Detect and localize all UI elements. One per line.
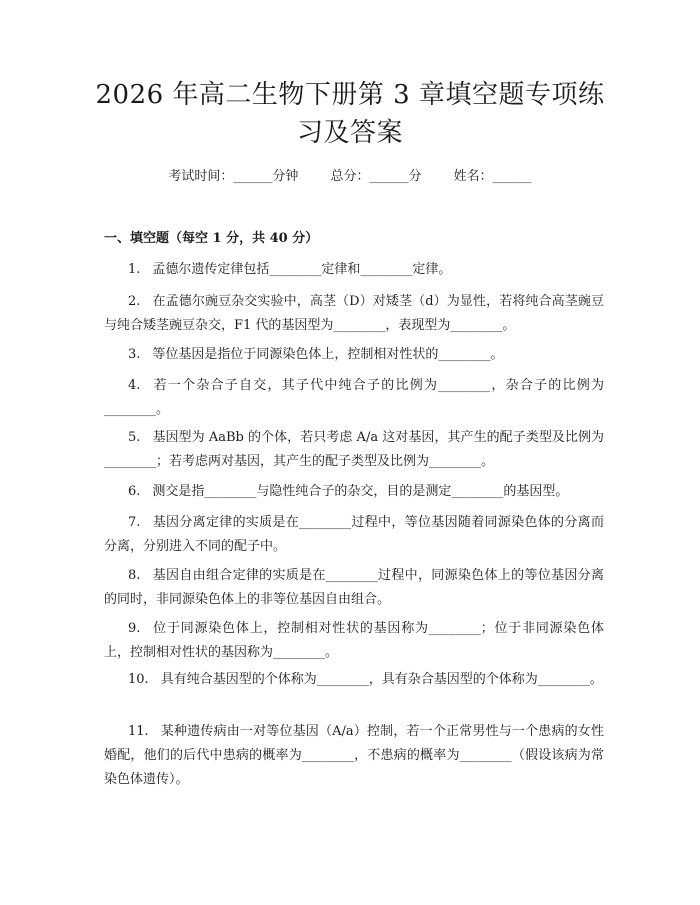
question-2 xyxy=(104,290,604,338)
question-10 xyxy=(104,668,604,692)
question-number: 9. xyxy=(128,621,141,636)
question-number: 10. xyxy=(128,672,149,687)
question-text: 孟德尔遗传定律包括________定律和________定律。 xyxy=(152,262,452,277)
question-3 xyxy=(104,343,604,367)
question-text: 等位基因是指位于同源染色体上，控制相对性状的________。 xyxy=(152,347,504,362)
question-text: 具有纯合基因型的个体称为________，具有杂合基因型的个体称为________。 xyxy=(160,672,603,687)
student-name-field: 姓名：______ xyxy=(453,169,532,184)
question-8 xyxy=(104,564,604,612)
question-1 xyxy=(104,258,604,282)
question-number: 6. xyxy=(128,484,141,499)
question-9 xyxy=(104,617,604,665)
section-heading: 一、填空题（每空 1 分，共 40 分） xyxy=(104,231,319,246)
question-number: 7. xyxy=(128,515,141,530)
question-text: 位于同源染色体上，控制相对性状的基因称为________；位于非同源染色体上，控制相对性状的基因称为________。 xyxy=(104,621,604,660)
question-text: 测交是指________与隐性纯合子的杂交，目的是测定________的基因型。 xyxy=(152,484,569,499)
question-number: 3. xyxy=(128,347,141,362)
question-text: 若一个杂合子自交，其子代中纯合子的比例为________，杂合子的比例为________。 xyxy=(104,378,604,417)
question-text: 某种遗传病由一对等位基因（A/a）控制，若一个正常男性与一个患病的女性婚配，他们的后代中患病的概率为________，不患病的概率为________（假设该病为常染色体遗传）。 xyxy=(104,724,604,787)
question-6 xyxy=(104,480,604,504)
question-number: 8. xyxy=(128,568,141,583)
question-text: 基因自由组合定律的实质是在________过程中，同源染色体上的等位基因分离的同时，非同源染色体上的非等位基因自由组合。 xyxy=(104,568,604,607)
question-text: 基因分离定律的实质是在________过程中，等位基因随着同源染色体的分离而分离，分别进入不同的配子中。 xyxy=(104,515,604,554)
question-text: 在孟德尔豌豆杂交实验中，高茎（D）对矮茎（d）为显性，若将纯合高茎豌豆与纯合矮茎豌豆杂交，F1 代的基因型为________，表现型为________。 xyxy=(104,294,604,333)
exam-info-line xyxy=(0,167,700,187)
question-5 xyxy=(104,426,604,474)
question-11 xyxy=(104,720,604,792)
question-number: 2. xyxy=(128,294,141,309)
total-score-field: 总分：______分 xyxy=(330,169,422,184)
question-number: 4. xyxy=(128,378,141,393)
question-number: 5. xyxy=(128,430,141,445)
exam-time-field: 考试时间：______分钟 xyxy=(168,169,299,184)
question-4 xyxy=(104,374,604,422)
question-text: 基因型为 AaBb 的个体，若只考虑 A/a 这对基因，其产生的配子类型及比例为________；若考虑两对基因，其产生的配子类型及比例为________。 xyxy=(104,430,604,469)
question-7 xyxy=(104,511,604,559)
question-number: 11. xyxy=(128,724,149,739)
question-number: 1. xyxy=(128,262,141,277)
document-title: 2026 年高二生物下册第 3 章填空题专项练习及答案 xyxy=(95,80,605,148)
